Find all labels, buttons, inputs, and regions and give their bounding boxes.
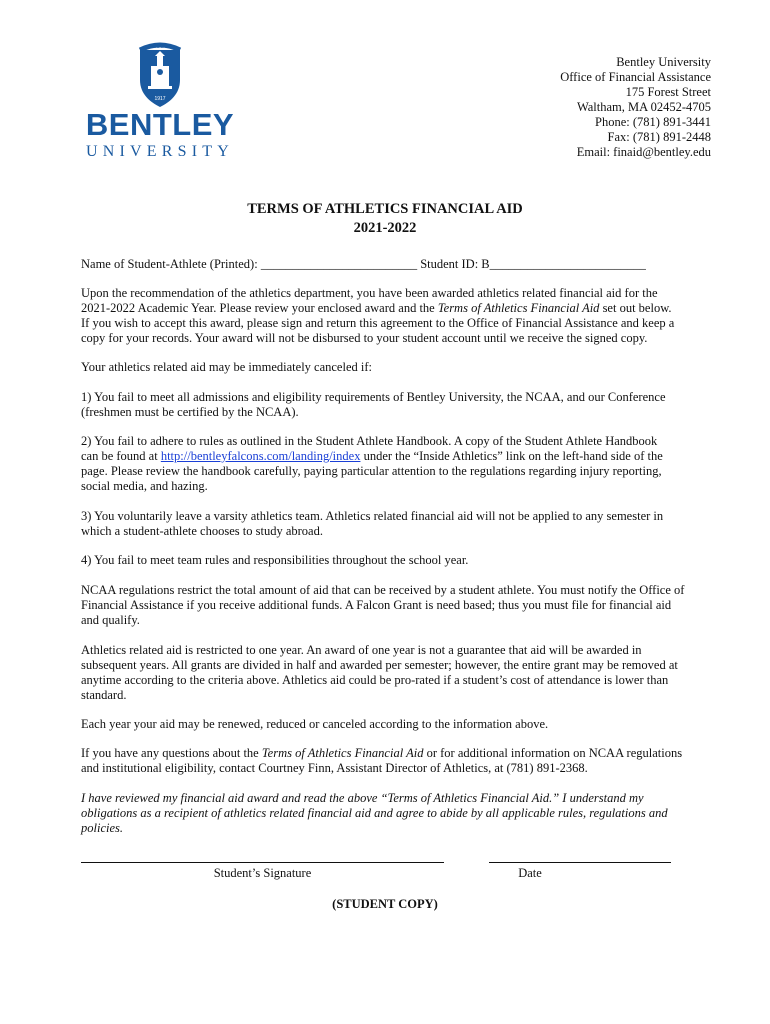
condition-line (81, 449, 691, 464)
restriction-paragraph: Athletics related aid is restricted to one year. An award of one year is not a guarantee that aid will be awarded in subsequent years. All grants are divided in half and awarded per semester; however, the entire grant may be removed at anytime according to the criteria above. Athletics aid could be pro-rated if a student’s cost of attendance is lower than standard. (81, 643, 678, 702)
address-line: 175 Forest Street (625, 85, 711, 99)
seal-year: 1917 (154, 96, 166, 102)
condition-text: under the “Inside Athletics” link on the left-hand side of the (360, 449, 663, 463)
date-line[interactable] (489, 862, 671, 863)
document-year: 2021-2022 (353, 220, 417, 236)
intro-paragraph (81, 286, 691, 346)
seal-motto: PARATUS (148, 44, 172, 50)
questions-paragraph (81, 746, 691, 776)
document-title: TERMS OF ATHLETICS FINANCIAL AID (247, 201, 523, 217)
logo-wordmark: BENTLEY (85, 107, 235, 142)
condition-text: can be found at (81, 449, 161, 463)
student-copy-label: (STUDENT COPY) (332, 897, 438, 911)
bentley-logo (80, 40, 240, 165)
logo-subtitle: UNIVERSITY (86, 143, 234, 160)
intro-terms-title: Terms of Athletics Financial Aid (437, 301, 600, 315)
signature-line[interactable] (81, 862, 444, 863)
agreement-statement: I have reviewed my financial aid award and read the above “Terms of Athletics Financial Aid.” I understand my obligations as a recipient of athletics related financial aid and agree to abide by all applicable rules, regulations and policies. (81, 791, 668, 835)
intro-text: If you wish to accept this award, please sign and return this agreement to the Office of Financial Assistance and keep a copy for your records. Your award will not be disbursed to your student account until we receive the signed copy. (81, 316, 675, 345)
handbook-link[interactable]: http://bentleyfalcons.com/landing/index (160, 449, 361, 463)
date-label: Date (518, 866, 542, 880)
condition-item-2 (81, 434, 691, 494)
address-line: Email: finaid@bentley.edu (576, 145, 711, 159)
address-line: Office of Financial Assistance (560, 70, 711, 84)
bentley-seal-icon (136, 40, 184, 108)
questions-terms-title: Terms of Athletics Financial Aid (261, 746, 424, 760)
cancel-intro: Your athletics related aid may be immediately canceled if: (81, 360, 372, 374)
condition-item-4: 4) You fail to meet team rules and responsibilities throughout the school year. (81, 553, 469, 567)
intro-text: 2021-2022 Academic Year. Please review your enclosed award and the (81, 301, 438, 315)
address-line: Waltham, MA 02452-4705 (576, 100, 711, 114)
condition-text: page. Please review the handbook carefully, paying particular attention to the regulations regarding injury reporting, social media, and hazing. (81, 464, 662, 493)
address-line: Phone: (781) 891-3441 (595, 115, 711, 129)
signature-label: Student’s Signature (213, 866, 312, 880)
office-address (560, 55, 711, 160)
intro-line: Upon the recommendation of the athletics department, you have been awarded athletics related financial aid for the (81, 286, 658, 300)
ncaa-paragraph: NCAA regulations restrict the total amount of aid that can be received by a student athlete. You must notify the Office of Financial Assistance if you receive additional funds. A Falcon Grant is need based; thus you must file for financial aid and qualify. (81, 583, 685, 627)
questions-text: or for additional information on NCAA regulations and institutional eligibility, contact Courtney Finn, Assistant Director of Athletics, at (781) 891-2368. (81, 746, 683, 775)
condition-line: 2) You fail to adhere to rules as outlined in the Student Athlete Handbook. A copy of the Student Athlete Handbook (81, 434, 658, 448)
condition-item-1: 1) You fail to meet all admissions and eligibility requirements of Bentley University, the NCAA, and our Conference (freshmen must be certified by the NCAA). (81, 390, 666, 419)
address-line: Fax: (781) 891-2448 (607, 130, 711, 144)
condition-item-3: 3) You voluntarily leave a varsity athletics team. Athletics related financial aid will not be applied to any semester in which a student-athlete chooses to study abroad. (81, 509, 664, 538)
renewal-paragraph: Each year your aid may be renewed, reduced or canceled according to the information above. (81, 717, 549, 731)
intro-line (81, 301, 691, 316)
address-line: Bentley University (616, 55, 711, 69)
name-id-line: Name of Student-Athlete (Printed): _________________________ Student ID: B_________________________ (81, 257, 646, 271)
intro-text: set out below. (599, 301, 672, 315)
questions-text: If you have any questions about the (81, 746, 262, 760)
